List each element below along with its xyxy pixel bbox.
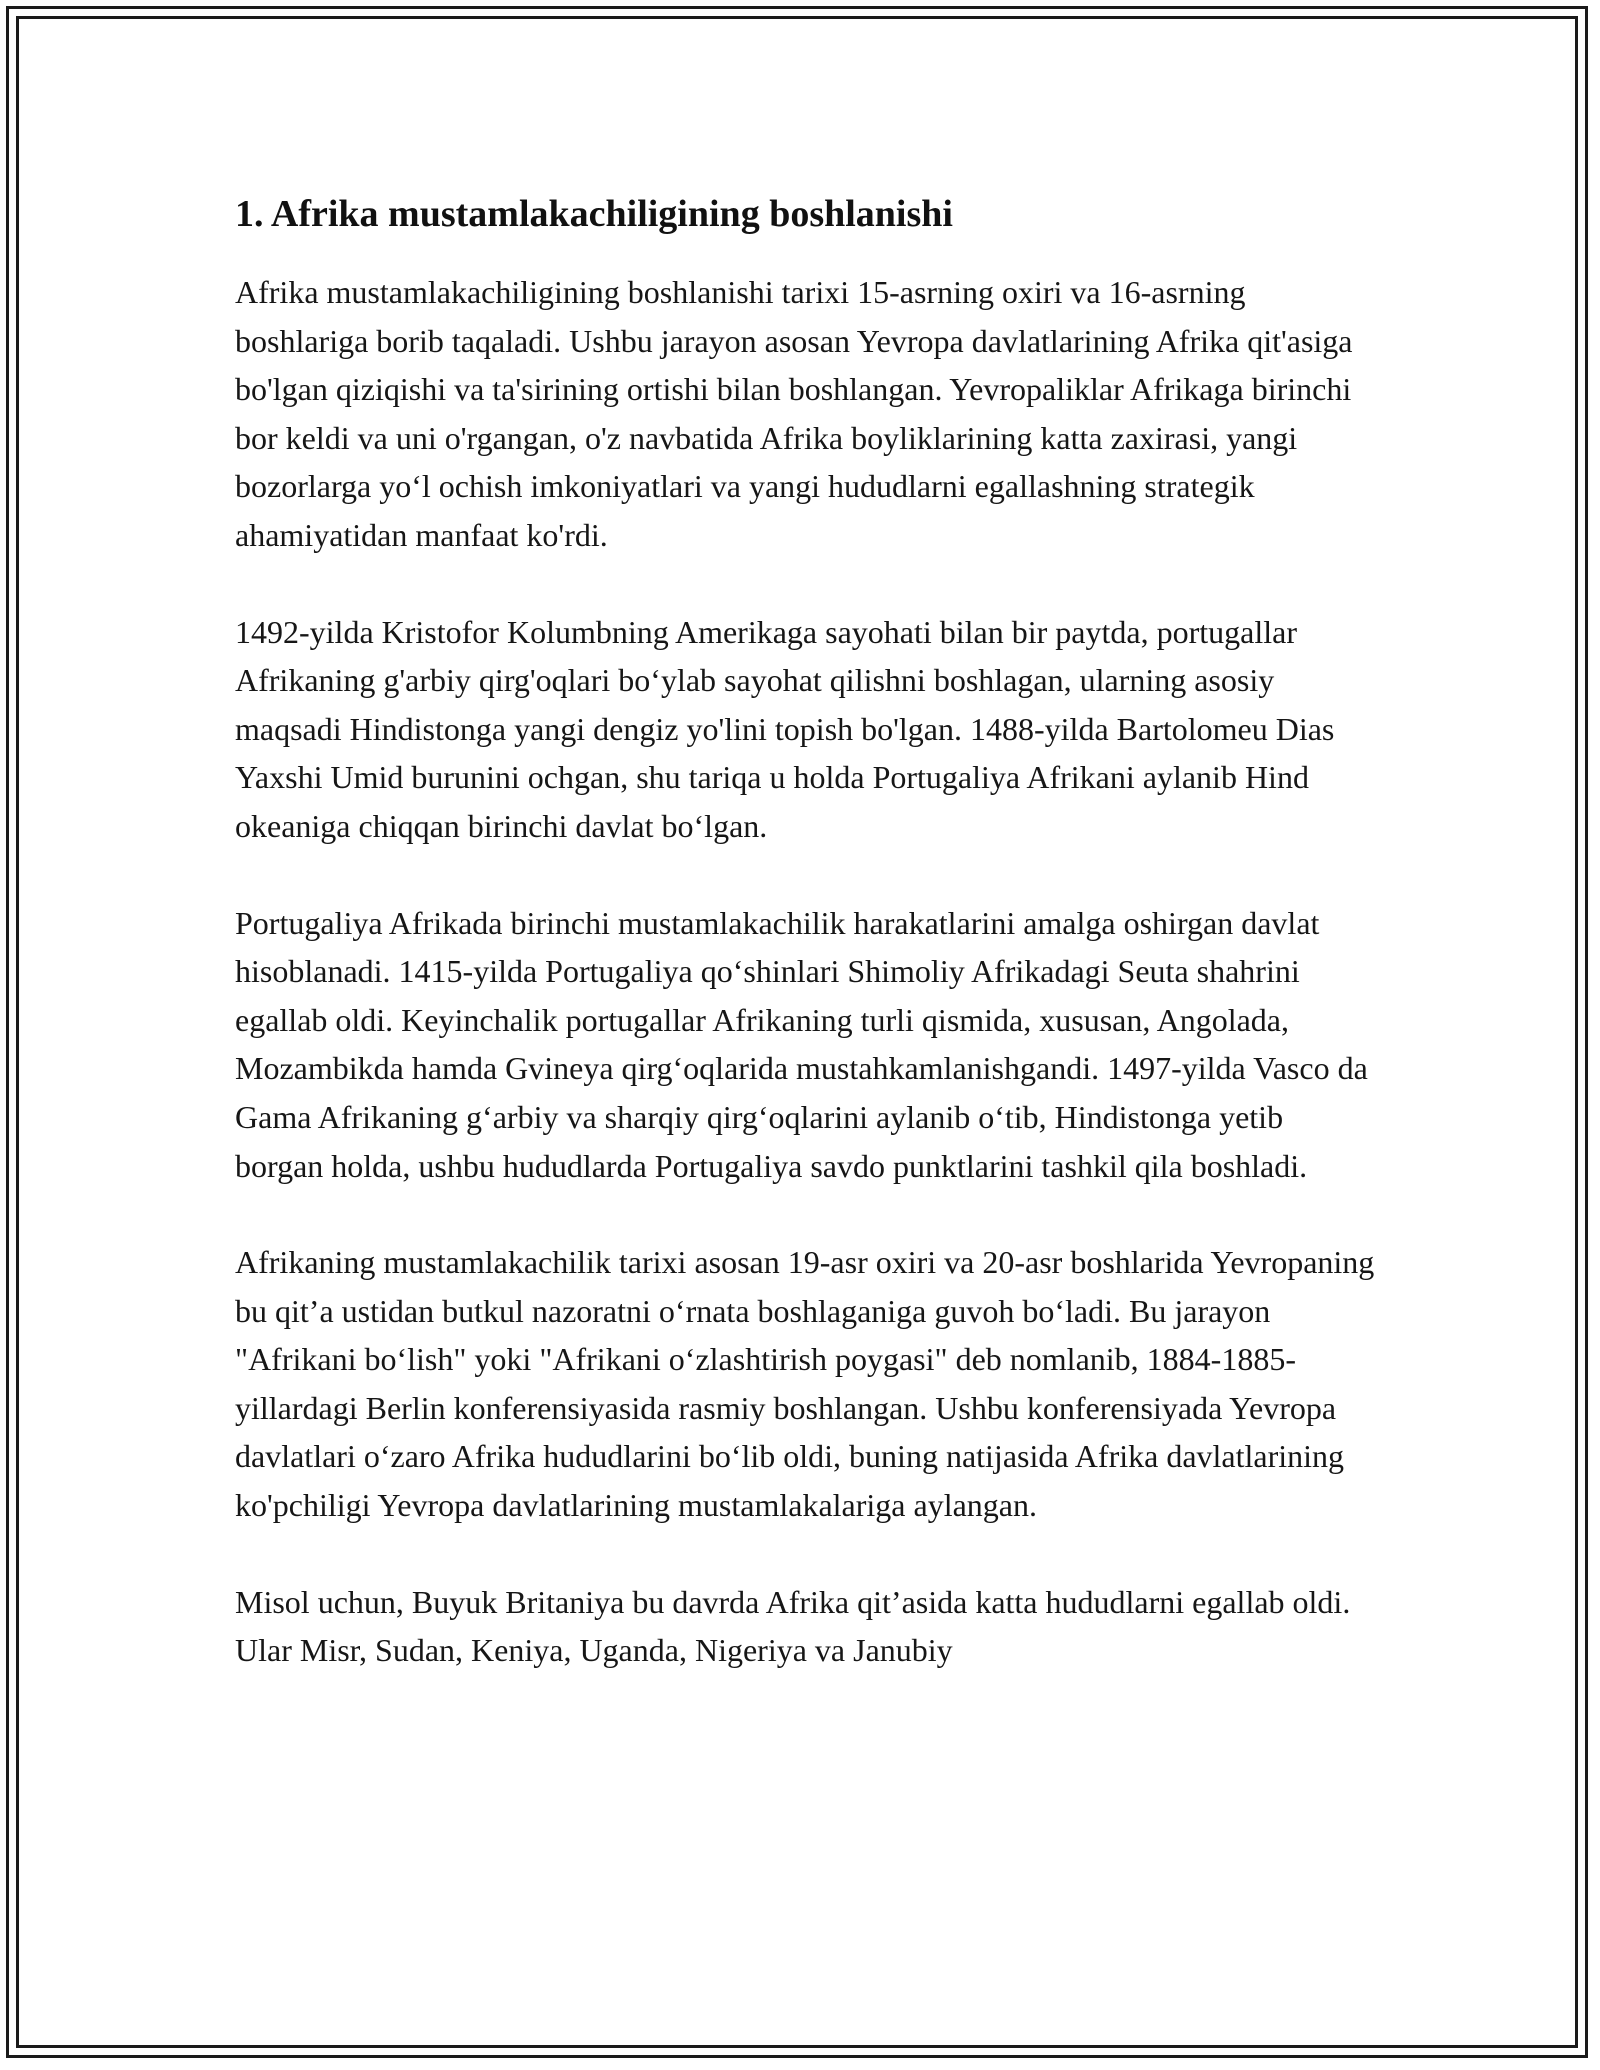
paragraph-3: Portugaliya Afrikada birinchi mustamlakachilik harakatlarini amalga oshirgan davlat hisoblanadi. 1415-yilda Portugaliya qo‘shinlari Shimoliy Afrikadagi Seuta shahrini egallab oldi. Keyinchalik portugallar Afrikaning turli qismida, xususan, Angolada, Mozambikda hamda Gvineya qirg‘oqlarida mustahkamlanishgandi. 1497-yilda Vasco da Gama Afrikaning g‘arbiy va sharqiy qirg‘oqlarini aylanib o‘tib, Hindistonga yetib borgan holda, ushbu hududlarda Portugaliya savdo punktlarini tashkil qila boshladi. (235, 904, 1368, 1184)
paragraph-4: Afrikaning mustamlakachilik tarixi asosan 19-asr oxiri va 20-asr boshlarida Yevropaning bu qit’a ustidan butkul nazoratni o‘rnata boshlaganiga guvoh bo‘ladi. Bu jarayon "Afrikani bo‘lish" yoki "Afrikani o‘zlashtirish poygasi" deb nomlanib, 1884-1885-yillardagi Berlin konferensiyasida rasmiy boshlangan. Ushbu konferensiyada Yevropa davlatlari o‘zaro Afrika hududlarini bo‘lib oldi, buning natijasida Afrika davlatlarining ko'pchiligi Yevropa davlatlarining mustamlakalariga aylangan. (235, 1244, 1375, 1524)
section-heading: 1. Afrika mustamlakachiligining boshlanishi (235, 193, 953, 235)
paragraph-1: Afrika mustamlakachiligining boshlanishi tarixi 15-asrning oxiri va 16-asrning boshlariga borib taqaladi. Ushbu jarayon asosan Yevropa davlatlarining Afrika qit'asiga bo'lgan qiziqishi va ta'sirining ortishi bilan boshlangan. Yevropaliklar Afrikaga birinchi bor keldi va uni o'rgangan, o'z navbatida Afrika boyliklarining katta zaxirasi, yangi bozorlarga yo‘l ochish imkoniyatlari va yangi hududlarni egallashning strategik ahamiyatidan manfaat ko'rdi. (235, 274, 1353, 553)
paragraph-2: 1492-yilda Kristofor Kolumbning Amerikaga sayohati bilan bir paytda, portugallar Afrikaning g'arbiy qirg'oqlari bo‘ylab sayohat qilishni boshlagan, ularning asosiy maqsadi Hindistonga yangi dengiz yo'lini topish bo'lgan. 1488-yilda Bartolomeu Dias Yaxshi Umid burunini ochgan, shu tariqa u holda Portugaliya Afrikani aylanib Hind okeaniga chiqqan birinchi davlat bo‘lgan. (235, 613, 1335, 844)
document-body (235, 186, 1375, 1723)
paragraph-5: Misol uchun, Buyuk Britaniya bu davrda Afrika qit’asida katta hududlarni egallab oldi. Ular Misr, Sudan, Keniya, Uganda, Nigeriya va Janubiy (235, 1583, 1351, 1669)
